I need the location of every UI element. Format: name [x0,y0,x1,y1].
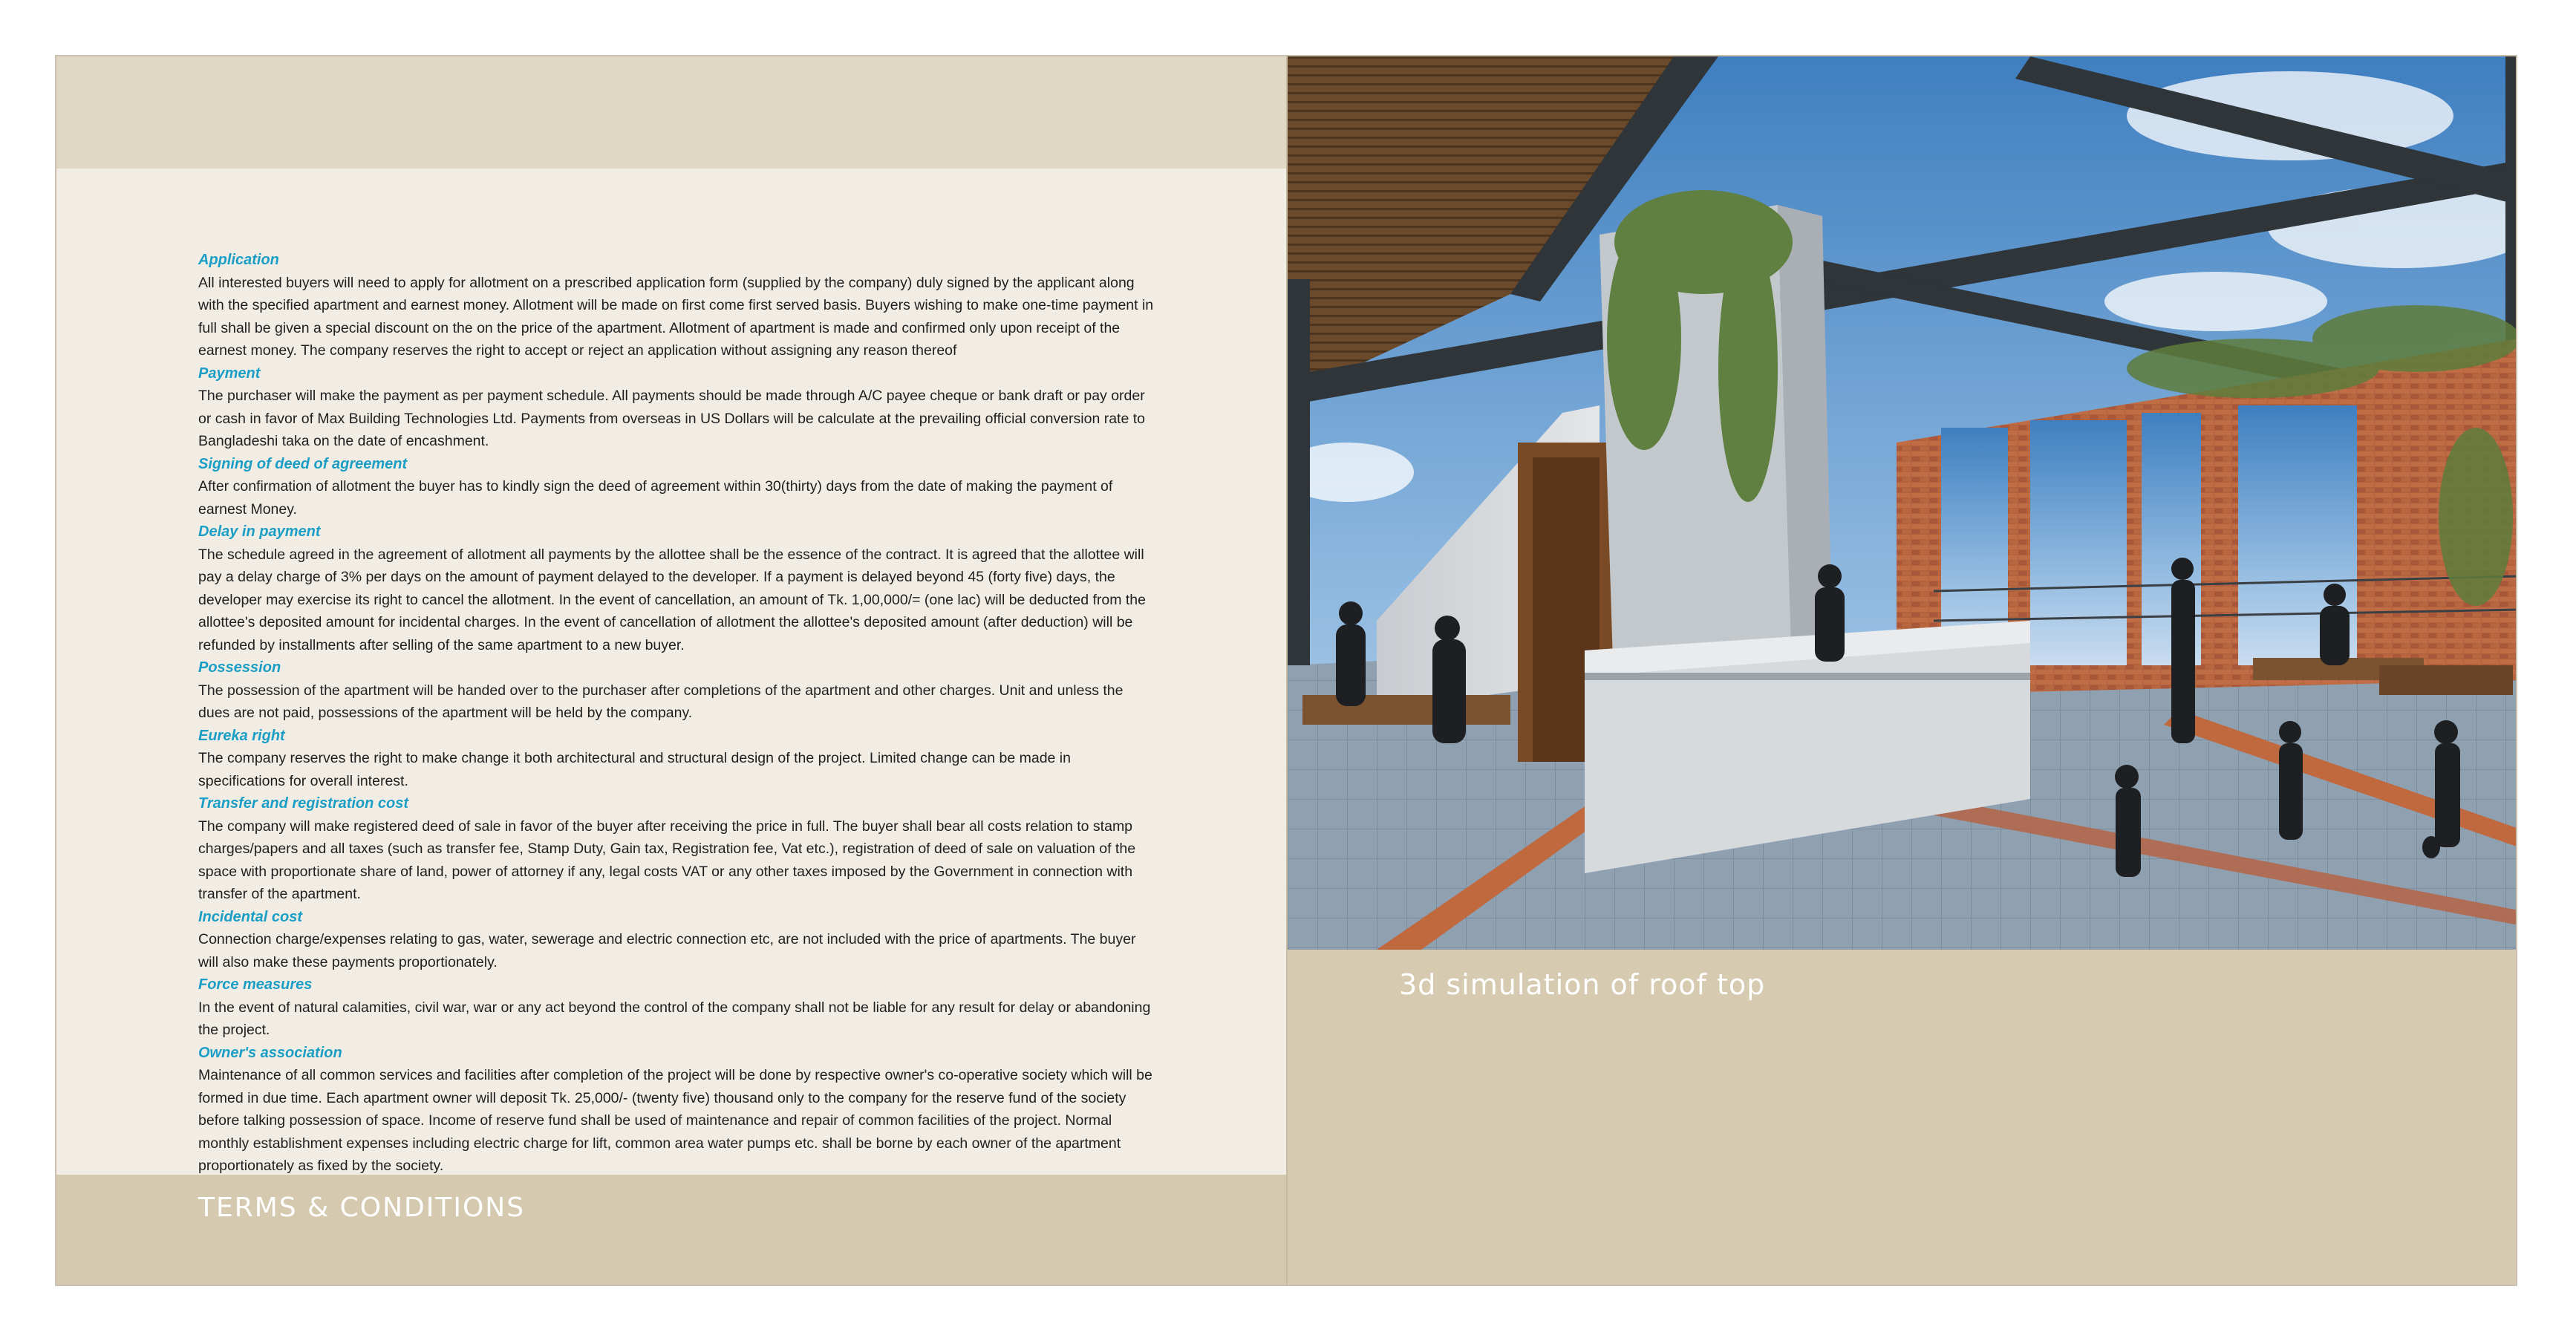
terms-sections [198,249,1156,1178]
section-heading: Payment [198,365,261,382]
section-force-measures [198,973,1156,1042]
section-heading: Delay in payment [198,523,321,540]
section-eureka-right [198,725,1156,793]
section-heading: Possession [198,659,281,676]
brochure-spread [55,55,2517,1286]
section-body: The company will make registered deed of sale in favor of the buyer after receiving the price in full. The buyer shall bear all costs relation to stamp charges/papers and all taxes (such as transfer fee, Stamp Duty, Gain tax, Registration fee, Vat etc.), registration of deed of sale on valuation of the space with proportionate share of land, power of attorney if any, legal costs VAT or any other taxes imposed by the Government in connection with transfer of the apartment. [198,818,1136,902]
section-body: The schedule agreed in the agreement of allotment all payments by the allottee shall be the essence of the contract. It is agreed that the allottee will pay a delay charge of 3% per days on the amount of payment delayed to the developer. If a payment is delayed beyond 45 (forty five) days, the developer may exercise its right to cancel the allotment. In the event of cancellation, an amount of Tk. 1,00,000/= (one lac) will be deducted from the allottee's deposited amount for incidental charges. In the event of cancellation of allotment the allottee's deposited amount (after deduction) will be refunded by installments after selling of the same apartment to a new buyer. [198,546,1146,653]
section-heading: Eureka right [198,727,285,744]
section-body: The company reserves the right to make change it both architectural and structural design of the project. Limited change can be made in specifications for overall interest. [198,750,1071,789]
bottom-band [56,1175,1286,1286]
section-body: The purchaser will make the payment as per payment schedule. All payments should be made through A/C payee cheque or bank draft or pay order or cash in favor of Max Building Technologies Ltd. Payments from overseas in US Dollars will be calculate at the prevailing official conversion rate to Bangladeshi taka on the date of encashment. [198,388,1145,449]
section-body: Maintenance of all common services and facilities after completion of the project will be done by respective owner's co-operative society which will be formed in due time. Each apartment owner will deposit Tk. 25,000/- (twenty five) thousand only to the company for the reserve fund of the society before talking possession of space. Income of reserve fund shall be used of maintenance and repair of common facilities of the project. Normal monthly establishment expenses including electric charge for lift, common area water pumps etc. shall be borne by each owner of the apartment proportionately as fixed by the society. [198,1067,1152,1174]
section-body: Connection charge/expenses relating to gas, water, sewerage and electric connection etc, are not included with the price of apartments. The buyer will also make these payments proportionately. [198,931,1136,970]
render-page [1286,56,2517,1285]
section-body: All interested buyers will need to apply for allotment on a prescribed application form (supplied by the company) duly signed by the applicant along with the specified apartment and earnest money. Allotment will be made on first come first served basis. Buyers wishing to make one-time payment in full shall be given a special discount on the on the price of the apartment. Allotment of apartment is made and confirmed only upon receipt of the earnest money. The company reserves the right to accept or reject an application without assigning any reason thereof [198,274,1154,359]
terms-title: TERMS & CONDITIONS [198,1192,526,1223]
section-owners-association [198,1042,1156,1178]
section-body: After confirmation of allotment the buyer has to kindly sign the deed of agreement within 30(thirty) days from the date of making the payment of earnest Money. [198,478,1113,518]
terms-body-panel [56,169,1286,1175]
render-caption: 3d simulation of roof top [1399,968,1766,1001]
section-application [198,249,1156,362]
section-heading: Signing of deed of agreement [198,455,408,472]
section-heading: Transfer and registration cost [198,795,409,812]
section-body: The possession of the apartment will be handed over to the purchaser after completions of the apartment and other charges. Unit and unless the dues are not paid, possessions of the apartment will be held by the company. [198,682,1124,721]
section-heading: Force measures [198,976,313,993]
section-incidental-cost [198,906,1156,974]
top-band [56,56,1286,169]
terms-page [56,56,1286,1285]
section-heading: Incidental cost [198,908,303,925]
section-payment [198,362,1156,453]
section-heading: Application [198,252,279,268]
section-possession [198,656,1156,725]
section-delay-in-payment [198,521,1156,656]
rooftop-render-image [1288,56,2517,950]
section-heading: Owner's association [198,1044,342,1061]
section-signing-of-deed [198,453,1156,521]
section-body: In the event of natural calamities, civil war, war or any act beyond the control of the company shall not be liable for any result for delay or abandoning the project. [198,999,1151,1038]
section-transfer-registration [198,792,1156,906]
